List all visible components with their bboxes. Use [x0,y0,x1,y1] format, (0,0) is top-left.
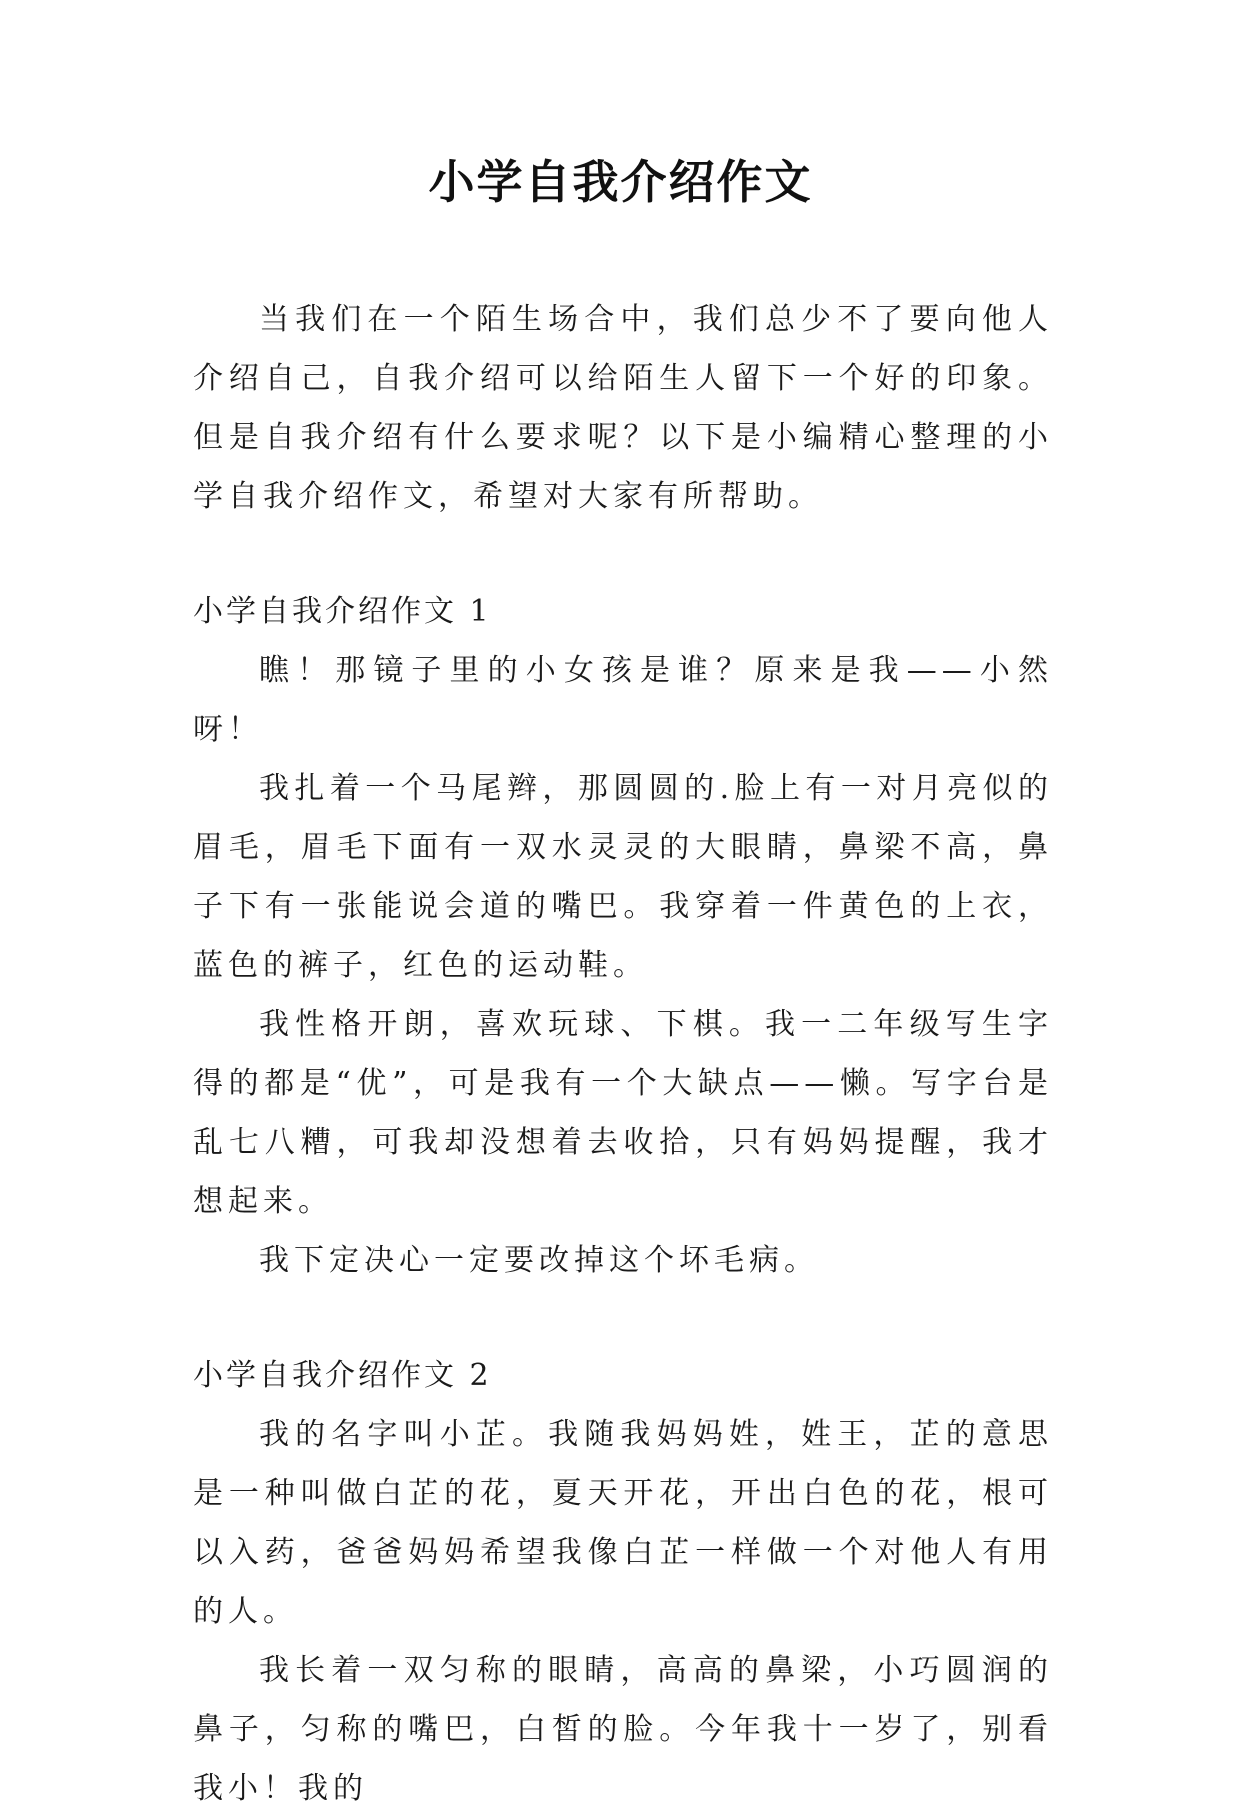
paragraph: 我长着一双匀称的眼睛，高高的鼻梁，小巧圆润的鼻子，匀称的嘴巴，白皙的脸。今年我十一岁了，别看我小！我的 [193,1653,1053,1806]
essay-section-2 [193,1346,1053,1818]
paragraph: 我下定决心一定要改掉这个坏毛病。 [259,1243,819,1278]
paragraph: 我扎着一个马尾辫，那圆圆的.脸上有一对月亮似的眉毛，眉毛下面有一双水灵灵的大眼睛，鼻梁不高，鼻子下有一张能说会道的嘴巴。我穿着一件黄色的上衣，蓝色的裤子，红色的运动鞋。 [193,771,1053,983]
section-heading: 小学自我介绍作文 2 [193,1358,492,1393]
essay-section-1 [193,582,1053,1290]
paragraph: 我性格开朗，喜欢玩球、下棋。我一二年级写生字得的都是“优”，可是我有一个大缺点——懒。写字台是乱七八糟，可我却没想着去收拾，只有妈妈提醒，我才想起来。 [193,1007,1053,1219]
section-spacer [193,526,1053,582]
intro-paragraph: 当我们在一个陌生场合中，我们总少不了要向他人介绍自己，自我介绍可以给陌生人留下一个好的印象。但是自我介绍有什么要求呢？以下是小编精心整理的小学自我介绍作文，希望对大家有所帮助。 [193,302,1053,514]
paragraph: 瞧！那镜子里的小女孩是谁？原来是我——小然呀！ [193,653,1053,747]
section-spacer [193,1290,1053,1346]
section-heading: 小学自我介绍作文 1 [193,594,492,629]
document-body [193,290,1053,1818]
paragraph: 我的名字叫小芷。我随我妈妈姓，姓王，芷的意思是一种叫做白芷的花，夏天开花，开出白色的花，根可以入药，爸爸妈妈希望我像白芷一样做一个对他人有用的人。 [193,1417,1053,1629]
document-title: 小学自我介绍作文 [428,155,813,209]
